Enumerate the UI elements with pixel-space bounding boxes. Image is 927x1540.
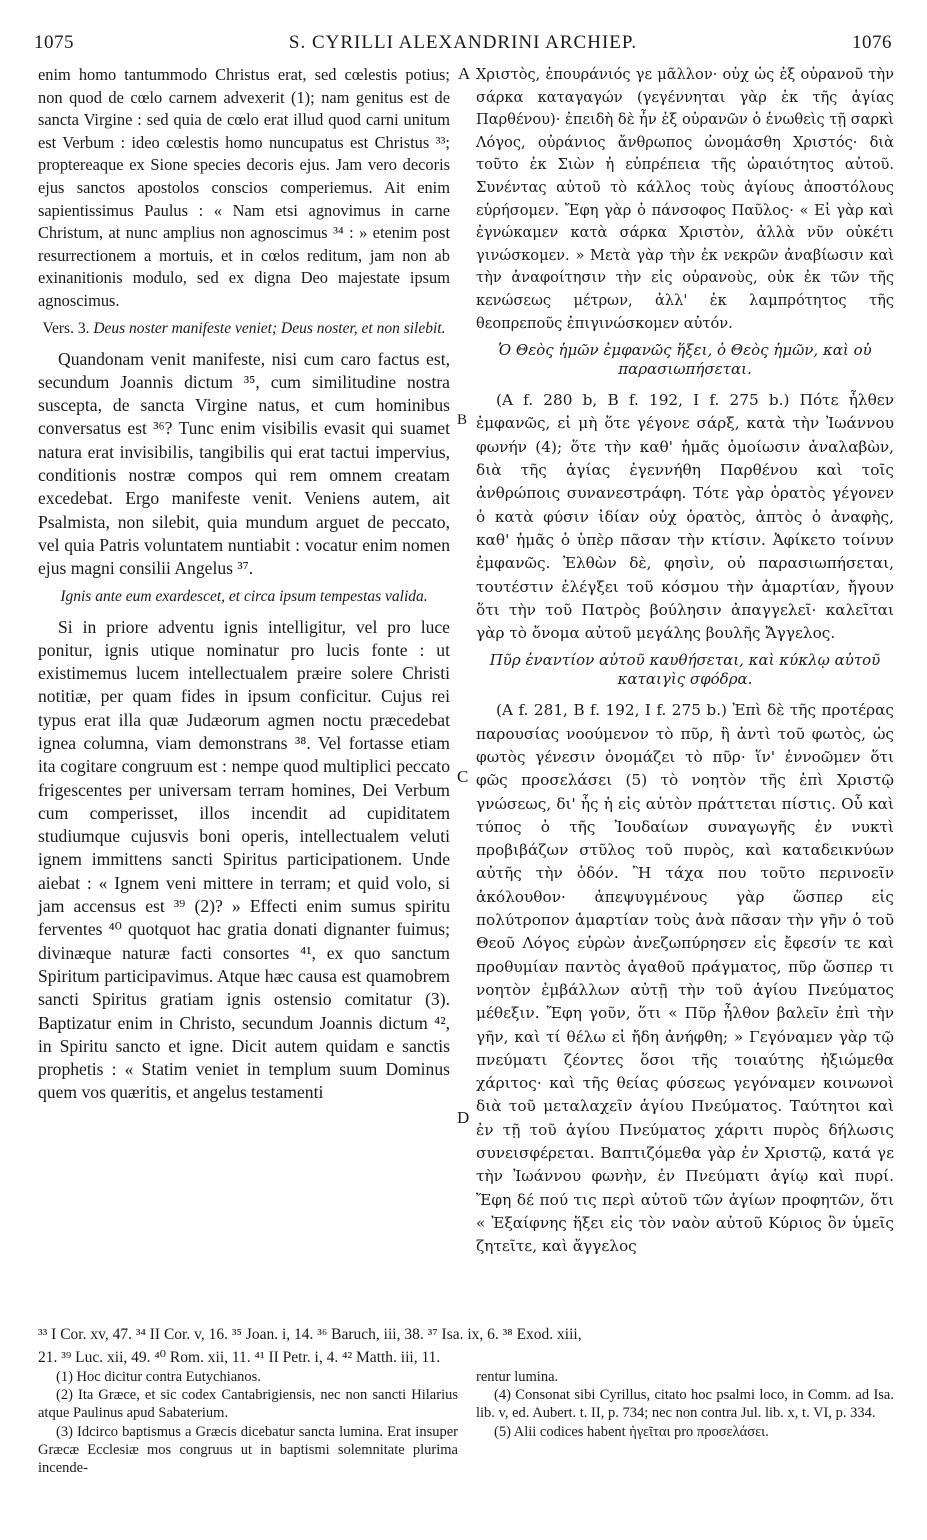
footnote-5: (5) Alii codices habent ἡγεῖται pro προσελάσει. <box>494 1423 769 1440</box>
footnote-2: (2) Ita Græce, et sic codex Cantabrigiensis, nec non sancti Hilarius atque Paulinus apud Sabaterium. <box>38 1387 458 1422</box>
greek-verse-heading-1: Ὁ Θεὸς ἡμῶν ἐμφανῶς ἥξει, ὁ Θεὸς ἡμῶν, καὶ οὐ παρασιωπήσεται. <box>498 341 872 379</box>
scripture-references-line-2: 21. ³⁹ Luc. xii, 49. ⁴⁰ Rom. xii, 11. ⁴¹ II Petr. i, 4. ⁴² Matth. iii, 11. <box>38 1349 441 1366</box>
greek-verse-heading-2: Πῦρ ἐναντίον αὐτοῦ καυθήσεται, καὶ κύκλῳ αὐτοῦ καταιγὶς σφόδρα. <box>489 651 881 689</box>
margin-letter-a: A <box>458 64 471 83</box>
margin-letter-c: C <box>457 767 469 786</box>
running-title: S. CYRILLI ALEXANDRINI ARCHIEP. <box>288 32 638 53</box>
latin-paragraph-1: enim homo tantummodo Christus erat, sed cœlestis potius; non quod de cœlo carnem advexerit (1); nam genitus est de sancta Virgine : sed quia de cœlo erat illud quod carni unitum est Verbum : ideo cœlestis homo nuncupatus est Christus ³³; proptereaque ex Sione species decoris ejus. Jam vero decoris ejus sanctos apostolos conscios comperiemus. Ait enim sapientissimus Paulus : « Nam etsi agnovimus in carne Christum, at nunc amplius non agnoscimus ³⁴ : » etenim post resurrectionem a mortuis, et in cœlos reditum, jam non ab exinanitionis modulo, sed ex digna Deo majestate ipsum agnoscimus. <box>38 65 450 310</box>
scripture-references-line-1: ³³ I Cor. xv, 47. ³⁴ II Cor. v, 16. ³⁵ Joan. i, 14. ³⁶ Baruch, iii, 38. ³⁷ Isa. ix, 6. ³⁸ Exod. xiii, <box>38 1326 582 1343</box>
greek-paragraph-2: (A f. 280 b, B f. 192, I f. 275 b.) Πότε ἦλθεν ἐμφανῶς, εἰ μὴ ὅτε γέγονε σάρξ, κατὰ τὴν Ἰωάννου φωνήν (4); ὅτε τὴν καθ' ἡμᾶς ὁμοίωσιν ἀναλαβὼν, διὰ τῆς ἁγίας ἐγεννήθη Παρθένου καὶ τοῖς ἀνθρώποις συνανεστράφη. Τότε γὰρ ὁρατὸς γέγονεν ὁ κατὰ φύσιν ἰδίαν οὐχ ὁρατὸς, ἁπτὸς ὁ ἀναφὴς, καθ' ἡμᾶς ὁ ὑπὲρ πᾶσαν τὴν κτίσιν. Ἀφίκετο τοίνυν ἐμφανῶς. Ἐλθὼν δὲ, φησὶν, οὐ παρασιωπήσεται, τουτέστιν ἐλέγξει τοῦ κόσμου τὴν ἁμαρτίαν, ἤγουν ὅτι τὴν τοῦ Πατρὸς βούλησιν ἀπαγγελεῖ· καλεῖται γὰρ τὸ ὄνομα αὐτοῦ μεγάλης βουλῆς Ἄγγελος. <box>476 391 894 643</box>
margin-letter-b: B <box>457 412 468 428</box>
footnotes-right <box>476 1368 894 1441</box>
verse-number: Vers. 3. <box>42 319 90 337</box>
footnote-3: (3) Idcirco baptismus a Græcis dicebatur sancta lumina. Erat insuper Græcæ Ecclesiæ mos congruus ut in baptismi solemnitate plurima incende- <box>38 1423 458 1477</box>
latin-paragraph-3: Si in priore adventu ignis intelligitur, vel pro luce ponitur, ignis utique nominatur pro lucis fonte : ut existimemus lucem intellectualem præire solere Christi notitiæ, per quam fides in ipsum conficitur. Cujus rei typus erat illa quæ Judæorum agmen noctu præcedebat ignea columna, viam demonstrans ³⁸. Vel fortasse etiam ita cogitare congruum est : nempe quod multiplici peccato frigescentes per universam terram homines, Dei Verbum cum comperisset, illos incendit ad cupiditatem studiumque cujusvis boni operis, intellectualem veluti ignem immittens sancti Spiritus participationem. Unde aiebat : « Ignem veni mittere in terram; et quid volo, si jam accensus est ³⁹ (2)? » Effecti enim sumus spiritu ferventes ⁴⁰ quotquot hac gratia donati dignanter fuimus; divinæque naturæ facti consortes ⁴¹, ex quo sanctum Spiritum participavimus. Atque hæc causa est quamobrem sancti Spiritus gratiam ignis ostensio comitatur (3). Baptizatur enim in Christo, secundum Joannis dictum ⁴², in Spiritu sancto et igne. Dicit autem quidam e sanctis prophetis : « Statim veniet in templum suum Dominus quem vos quæritis, et angelus testamenti <box>38 616 450 1103</box>
margin-letter-d: D <box>457 1108 470 1127</box>
greek-column <box>476 64 894 1259</box>
verse-text: Deus noster manifeste veniet; Deus noster, et non silebit. <box>93 319 446 337</box>
footnote-3-continued: rentur lumina. <box>476 1369 559 1385</box>
latin-paragraph-2: Quandonam venit manifeste, nisi cum caro factus est, secundum Joannis dictum ³⁵, cum similitudine nostra suscepta, de sancta Virgine natus, et cum hominibus conversatus est ³⁶? Tunc enim visibilis evasit qui suamet natura erat invisibilis, tangibilis qui erat tactui impervius, conditionis nostræ compos qui rem omnem creatam excedebat. Ergo manifeste venit. Veniens autem, ait Psalmista, non silebit, quia mundum arguet de peccato, vel quia Patris voluntatem nuntiabit : vocatur enim nomen ejus magni consilii Angelus ³⁷. <box>38 348 450 579</box>
page-header <box>34 32 892 58</box>
latin-verse-heading-1 <box>38 319 450 338</box>
latin-verse-heading-2: Ignis ante eum exardescet, et circa ipsum tempestas valida. <box>60 587 428 605</box>
greek-paragraph-3: (A f. 281, B f. 192, I f. 275 b.) Ἐπὶ δὲ τῆς προτέρας παρουσίας νοούμενον τὸ πῦρ, ἢ ἀντὶ τοῦ φωτὸς, ὡς φωτὸς γένεσιν ὀνομάζει τὸ πῦρ· ἵν' ἐννοῶμεν ὅτι φῶς προσελάσει (5) τὸ νοητὸν τῆς ἐπὶ Χριστῷ γνώσεως, δι' ἧς ἡ εἰς αὐτὸν πράττεται πίστις. Οὗ καὶ τύπος ὁ τῆς Ἰουδαίων συναγωγῆς ἐν νυκτὶ προβιβάζων στῦλος τοῦ πυρὸς, καὶ καταδεικνύων αὐτῆς τὴν ὁδόν. Ἢ τάχα που τοῦτο περινοεῖν ἀκόλουθον· ἀπεψυγμένους γὰρ ὥσπερ εἰς πολύτροπον ἁμαρτίαν τοὺς ἀνὰ πᾶσαν τὴν γῆν ὁ τοῦ Θεοῦ Λόγος εὑρὼν ἀνεζωπύρησεν εἰς ἔφεσίν τε καὶ προθυμίαν παντὸς ἀγαθοῦ πράγματος, πῦρ ὥσπερ τι νοητὸν ἐμβάλλων αὐτῇ τὴν τοῦ ἁγίου Πνεύματος μέθεξιν. Ἔφη γοῦν, ὅτι « Πῦρ ἦλθον βαλεῖν ἐπὶ τὴν γῆν, καὶ τί θέλω εἰ ἤδη ἀνήφθη; » Γεγόναμεν γὰρ τῷ πνεύματι ζέοντες ὅσοι τῆς τοιαύτης ἠξιώμεθα χάριτος· καὶ τῆς θείας φύσεως γεγόναμεν κοινωνοὶ διὰ τοῦ μεταλαχεῖν ἁγίου Πνεύματος. Ταύτητοι καὶ ἐν τῇ τοῦ ἁγίου Πνεύματος χάριτι πυρὸς δήλωσις συνεισφέρεται. Βαπτιζόμεθα γὰρ ἐν Χριστῷ, κατά γε τὴν Ἰωάννου φωνὴν, ἐν Πνεύματι ἁγίῳ καὶ πυρί. Ἔφη δέ πού τις περὶ αὐτοῦ τῶν ἁγίων προφητῶν, ὅτι « Ἐξαίφνης ἥξει εἰς τὸν ναὸν αὐτοῦ Κύριος ὃν ὑμεῖς ζητεῖτε, καὶ ἄγγελος <box>476 701 894 1256</box>
footnotes-left <box>38 1368 458 1477</box>
latin-column <box>38 64 450 1105</box>
footnote-1: (1) Hoc dicitur contra Eutychianos. <box>56 1369 261 1385</box>
page-number-right: 1076 <box>852 32 892 53</box>
greek-paragraph-1: Χριστὸς, ἐπουράνιός γε μᾶλλον· οὐχ ὡς ἐξ οὐρανοῦ τὴν σάρκα καταγαγών (γεγέννηται γὰρ ἐκ τῆς ἁγίας Παρθένου)· ἐπειδὴ δὲ ἦν ἐξ οὐρανῶν ὁ ἑνωθεὶς τῇ σαρκὶ Λόγος, οὐράνιος ἄνθρωπος ὠνομάσθη Χριστός· διὰ τοῦτο ἐκ Σιὼν ἡ εὐπρέπεια τῆς ὡραιότητος αὐτοῦ. Συνέντας αὐτοῦ τὸ κάλλος τοὺς ἁγίους ἀποστόλους εὑρήσομεν. Ἔφη γὰρ ὁ πάνσοφος Παῦλος· « Εἰ γὰρ καὶ ἐγνώκαμεν κατὰ σάρκα Χριστὸν, ἀλλὰ νῦν οὐκέτι γινώσκομεν. » Μετὰ γὰρ τὴν ἐκ νεκρῶν ἀναβίωσιν καὶ τὴν ἀναφοίτησιν τὴν εἰς οὐρανοὺς, οὐκ ἐκ τῶν τῆς κενώσεως μέτρων, ἀλλ' ἐκ λαμπρότητος τῆς θεοπρεποῦς ἐπιγινώσκομεν αὐτόν. <box>476 66 894 332</box>
footnote-4: (4) Consonat sibi Cyrillus, citato hoc psalmi loco, in Comm. ad Isa. lib. v, ed. Aubert. t. II, p. 734; nec non contra Jul. lib. x, t. VI, p. 334. <box>476 1387 894 1422</box>
page-number-left: 1075 <box>34 32 74 53</box>
